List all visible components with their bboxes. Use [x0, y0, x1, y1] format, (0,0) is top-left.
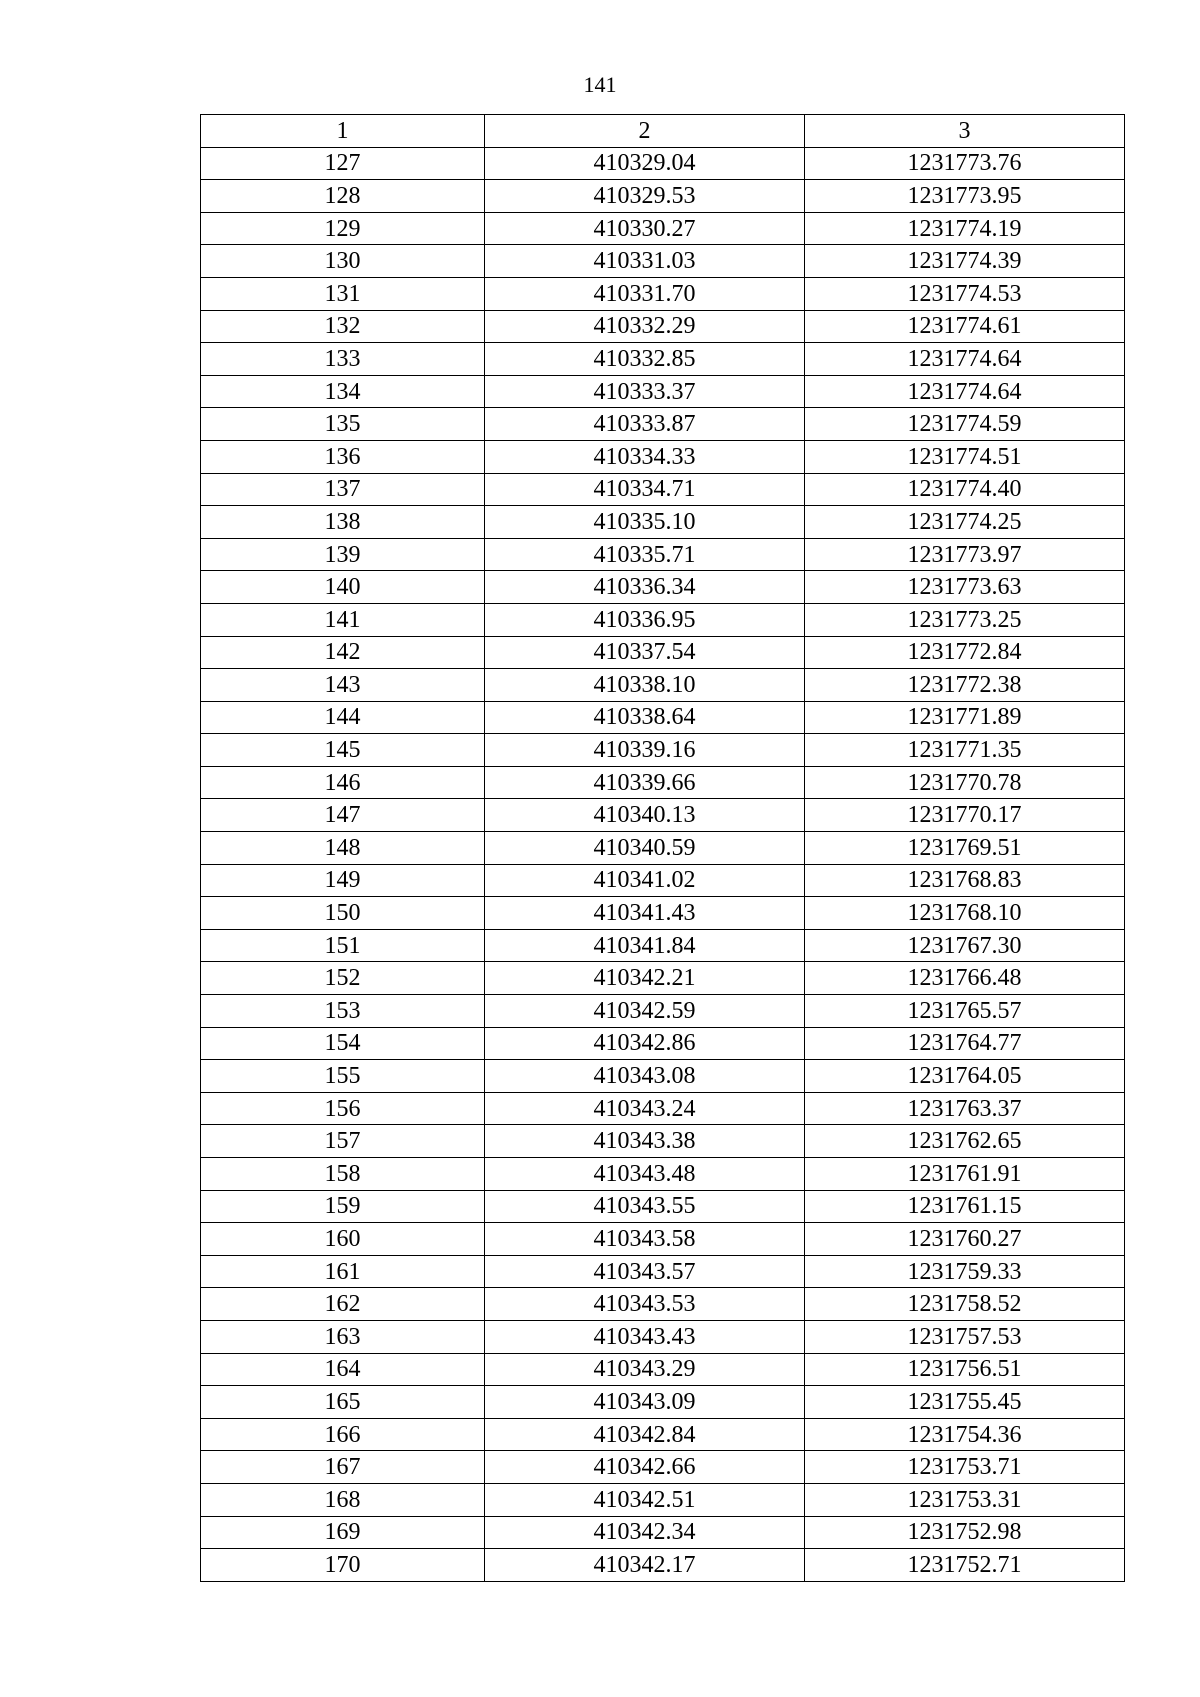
table-cell: 410340.13 — [485, 799, 805, 832]
table-cell: 1231772.38 — [805, 669, 1125, 702]
table-cell: 410342.86 — [485, 1027, 805, 1060]
table-row — [201, 766, 1125, 799]
table-row — [201, 701, 1125, 734]
page-number: 141 — [583, 72, 617, 97]
table-row — [201, 1549, 1125, 1582]
coordinates-table — [200, 114, 1125, 1582]
table-cell: 410341.02 — [485, 864, 805, 897]
table-cell: 133 — [201, 343, 485, 376]
table-cell: 410339.16 — [485, 734, 805, 767]
table-cell: 166 — [201, 1418, 485, 1451]
table-cell: 410332.85 — [485, 343, 805, 376]
column-header-1: 1 — [201, 115, 485, 148]
table-cell: 1231774.19 — [805, 212, 1125, 245]
table-cell: 410335.10 — [485, 506, 805, 539]
table-cell: 158 — [201, 1158, 485, 1191]
table-cell: 1231766.48 — [805, 962, 1125, 995]
table-cell: 1231768.10 — [805, 897, 1125, 930]
table-row — [201, 1451, 1125, 1484]
table-cell: 410343.55 — [485, 1190, 805, 1223]
table-cell: 1231773.95 — [805, 180, 1125, 213]
table-cell: 1231773.63 — [805, 571, 1125, 604]
table-row — [201, 440, 1125, 473]
table-cell: 1231774.64 — [805, 343, 1125, 376]
table-cell: 154 — [201, 1027, 485, 1060]
table-cell: 1231753.71 — [805, 1451, 1125, 1484]
table-cell: 410337.54 — [485, 636, 805, 669]
table-row — [201, 310, 1125, 343]
table-cell: 1231760.27 — [805, 1223, 1125, 1256]
table-row — [201, 1158, 1125, 1191]
table-cell: 159 — [201, 1190, 485, 1223]
table-row — [201, 1516, 1125, 1549]
table-cell: 1231764.05 — [805, 1060, 1125, 1093]
table-cell: 410343.48 — [485, 1158, 805, 1191]
table-header-row — [201, 115, 1125, 148]
table-row — [201, 1418, 1125, 1451]
table-cell: 1231770.17 — [805, 799, 1125, 832]
table-cell: 1231771.89 — [805, 701, 1125, 734]
table-row — [201, 1027, 1125, 1060]
table-cell: 1231774.53 — [805, 277, 1125, 310]
table-cell: 130 — [201, 245, 485, 278]
table-cell: 137 — [201, 473, 485, 506]
table-cell: 410339.66 — [485, 766, 805, 799]
table-cell: 163 — [201, 1320, 485, 1353]
table-cell: 1231774.40 — [805, 473, 1125, 506]
table-cell: 410331.03 — [485, 245, 805, 278]
table-cell: 1231764.77 — [805, 1027, 1125, 1060]
table-cell: 143 — [201, 669, 485, 702]
table-cell: 1231762.65 — [805, 1125, 1125, 1158]
table-cell: 139 — [201, 538, 485, 571]
table-row — [201, 832, 1125, 865]
table-cell: 1231773.76 — [805, 147, 1125, 180]
table-row — [201, 538, 1125, 571]
table-cell: 1231753.31 — [805, 1483, 1125, 1516]
table-cell: 410331.70 — [485, 277, 805, 310]
table-cell: 1231765.57 — [805, 995, 1125, 1028]
table-cell: 170 — [201, 1549, 485, 1582]
table-row — [201, 506, 1125, 539]
table-cell: 138 — [201, 506, 485, 539]
table-row — [201, 277, 1125, 310]
table-cell: 134 — [201, 375, 485, 408]
table-cell: 1231768.83 — [805, 864, 1125, 897]
table-cell: 150 — [201, 897, 485, 930]
table-row — [201, 375, 1125, 408]
table-cell: 148 — [201, 832, 485, 865]
table-cell: 145 — [201, 734, 485, 767]
table-row — [201, 929, 1125, 962]
table-cell: 167 — [201, 1451, 485, 1484]
table-cell: 162 — [201, 1288, 485, 1321]
table-cell: 161 — [201, 1255, 485, 1288]
table-row — [201, 1223, 1125, 1256]
table-row — [201, 180, 1125, 213]
table-cell: 410343.38 — [485, 1125, 805, 1158]
table-cell: 156 — [201, 1092, 485, 1125]
table-cell: 144 — [201, 701, 485, 734]
table-row — [201, 408, 1125, 441]
table-cell: 127 — [201, 147, 485, 180]
table-cell: 1231761.91 — [805, 1158, 1125, 1191]
table-cell: 151 — [201, 929, 485, 962]
table-cell: 135 — [201, 408, 485, 441]
table-cell: 141 — [201, 603, 485, 636]
table-cell: 1231773.25 — [805, 603, 1125, 636]
table-cell: 160 — [201, 1223, 485, 1256]
table-cell: 129 — [201, 212, 485, 245]
table-cell: 410343.08 — [485, 1060, 805, 1093]
table-cell: 410342.51 — [485, 1483, 805, 1516]
table-cell: 146 — [201, 766, 485, 799]
table-cell: 1231763.37 — [805, 1092, 1125, 1125]
table-cell: 128 — [201, 180, 485, 213]
table-cell: 1231774.25 — [805, 506, 1125, 539]
table-row — [201, 995, 1125, 1028]
table-cell: 410343.58 — [485, 1223, 805, 1256]
table-row — [201, 669, 1125, 702]
table-cell: 1231774.64 — [805, 375, 1125, 408]
column-header-3: 3 — [805, 115, 1125, 148]
table-cell: 157 — [201, 1125, 485, 1158]
table-row — [201, 1255, 1125, 1288]
table-cell: 410333.37 — [485, 375, 805, 408]
table-cell: 164 — [201, 1353, 485, 1386]
table-row — [201, 212, 1125, 245]
table-cell: 165 — [201, 1386, 485, 1419]
table-cell: 410334.71 — [485, 473, 805, 506]
table-row — [201, 1288, 1125, 1321]
table-cell: 410342.34 — [485, 1516, 805, 1549]
table-cell: 152 — [201, 962, 485, 995]
table-cell: 147 — [201, 799, 485, 832]
table-cell: 410342.21 — [485, 962, 805, 995]
table-row — [201, 1125, 1125, 1158]
table-header — [201, 115, 1125, 148]
table-cell: 1231774.61 — [805, 310, 1125, 343]
table-row — [201, 864, 1125, 897]
table-cell: 142 — [201, 636, 485, 669]
table-cell: 410330.27 — [485, 212, 805, 245]
table-row — [201, 799, 1125, 832]
table-cell: 410343.53 — [485, 1288, 805, 1321]
table-row — [201, 1386, 1125, 1419]
table-cell: 410343.43 — [485, 1320, 805, 1353]
table-cell: 410342.59 — [485, 995, 805, 1028]
table-body — [201, 147, 1125, 1581]
table-row — [201, 1353, 1125, 1386]
table-cell: 1231752.98 — [805, 1516, 1125, 1549]
table-cell: 155 — [201, 1060, 485, 1093]
table-cell: 1231752.71 — [805, 1549, 1125, 1582]
table-cell: 410333.87 — [485, 408, 805, 441]
table-cell: 1231767.30 — [805, 929, 1125, 962]
table-cell: 1231761.15 — [805, 1190, 1125, 1223]
table-cell: 1231757.53 — [805, 1320, 1125, 1353]
table-cell: 1231758.52 — [805, 1288, 1125, 1321]
table-cell: 410332.29 — [485, 310, 805, 343]
table-cell: 136 — [201, 440, 485, 473]
table-cell: 153 — [201, 995, 485, 1028]
table-row — [201, 343, 1125, 376]
table-cell: 1231774.51 — [805, 440, 1125, 473]
table-cell: 140 — [201, 571, 485, 604]
column-header-2: 2 — [485, 115, 805, 148]
table-cell: 410342.17 — [485, 1549, 805, 1582]
table-cell: 1231771.35 — [805, 734, 1125, 767]
table-cell: 1231756.51 — [805, 1353, 1125, 1386]
table-cell: 410343.24 — [485, 1092, 805, 1125]
table-cell: 132 — [201, 310, 485, 343]
table-cell: 149 — [201, 864, 485, 897]
table-row — [201, 245, 1125, 278]
table-row — [201, 1320, 1125, 1353]
table-row — [201, 473, 1125, 506]
table-row — [201, 147, 1125, 180]
table-cell: 410329.04 — [485, 147, 805, 180]
table-cell: 410341.43 — [485, 897, 805, 930]
table-cell: 1231774.59 — [805, 408, 1125, 441]
table-cell: 410336.34 — [485, 571, 805, 604]
table-cell: 410336.95 — [485, 603, 805, 636]
table-cell: 131 — [201, 277, 485, 310]
table-cell: 1231772.84 — [805, 636, 1125, 669]
table-cell: 1231770.78 — [805, 766, 1125, 799]
table-cell: 410342.66 — [485, 1451, 805, 1484]
table-cell: 1231755.45 — [805, 1386, 1125, 1419]
table-cell: 410341.84 — [485, 929, 805, 962]
table-cell: 410329.53 — [485, 180, 805, 213]
table-cell: 410343.57 — [485, 1255, 805, 1288]
table-row — [201, 962, 1125, 995]
table-row — [201, 1060, 1125, 1093]
table-row — [201, 897, 1125, 930]
table-cell: 1231774.39 — [805, 245, 1125, 278]
table-cell: 410342.84 — [485, 1418, 805, 1451]
table-row — [201, 1092, 1125, 1125]
table-cell: 1231754.36 — [805, 1418, 1125, 1451]
table-row — [201, 1190, 1125, 1223]
table-cell: 169 — [201, 1516, 485, 1549]
table-row — [201, 636, 1125, 669]
table-cell: 168 — [201, 1483, 485, 1516]
table-cell: 410338.10 — [485, 669, 805, 702]
table-cell: 410334.33 — [485, 440, 805, 473]
table-row — [201, 734, 1125, 767]
table-cell: 1231773.97 — [805, 538, 1125, 571]
table-cell: 410340.59 — [485, 832, 805, 865]
table-row — [201, 571, 1125, 604]
table-cell: 410335.71 — [485, 538, 805, 571]
table-row — [201, 1483, 1125, 1516]
table-cell: 410343.29 — [485, 1353, 805, 1386]
table-cell: 1231759.33 — [805, 1255, 1125, 1288]
table-cell: 410338.64 — [485, 701, 805, 734]
table-cell: 410343.09 — [485, 1386, 805, 1419]
table-cell: 1231769.51 — [805, 832, 1125, 865]
table-row — [201, 603, 1125, 636]
